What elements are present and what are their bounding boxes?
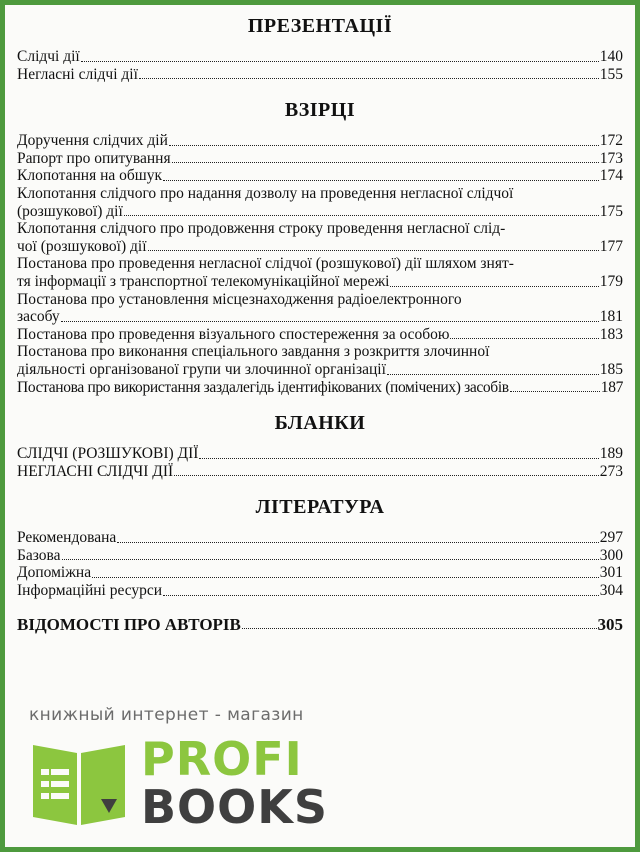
section-samples: [17, 132, 623, 396]
entry-title: Негласні слідчі дії: [17, 65, 138, 83]
entry-title: СЛІДЧІ (РОЗШУКОВІ) ДІЇ: [17, 445, 199, 463]
toc-entry[interactable]: [17, 185, 623, 220]
entry-page: 181: [599, 308, 623, 326]
logo-word-books: BOOKS: [141, 780, 329, 834]
entry-page: 185: [599, 360, 623, 378]
entry-page: 174: [599, 167, 623, 185]
logo-caption: книжный интернет - магазин: [29, 705, 304, 725]
entry-title-line: тя інформації з транспортної телекомунікаційної мережі: [17, 272, 390, 290]
toc-entry[interactable]: [17, 291, 623, 326]
dot-leader: [242, 627, 597, 629]
toc-entry[interactable]: [17, 529, 623, 547]
entry-title: Постанова про використання заздалегідь ідентифікованих (помічених) засобів: [17, 378, 509, 396]
dot-leader: [510, 390, 600, 392]
page: [5, 5, 635, 847]
entry-title-line: засобу: [17, 308, 60, 326]
entry-page: 140: [599, 48, 623, 65]
entry-title: Базова: [17, 546, 61, 564]
entry-page: 155: [599, 65, 623, 83]
section-title-literature: ЛІТЕРАТУРА: [255, 496, 385, 519]
profibooks-logo: [29, 705, 369, 835]
entry-title-line: діяльності організованої групи чи злочинної організації: [17, 360, 386, 378]
dot-leader: [124, 214, 599, 216]
entry-title: НЕГЛАСНІ СЛІДЧІ ДІЇ: [17, 462, 174, 480]
dot-leader: [450, 337, 598, 339]
entry-page: 297: [599, 529, 623, 547]
entry-page: 179: [599, 272, 623, 290]
open-book-icon: [29, 735, 129, 831]
dot-leader: [390, 285, 598, 287]
dot-leader: [62, 558, 599, 560]
entry-page: 304: [599, 582, 623, 600]
entry-title: Інформаційні ресурси: [17, 582, 163, 600]
section-literature: [17, 529, 623, 599]
toc-entry[interactable]: [17, 66, 623, 84]
toc-entry-authors[interactable]: [17, 616, 623, 634]
entry-page: 172: [599, 132, 623, 150]
entry-page: 177: [599, 237, 623, 255]
entry-title: Слідчі дії: [17, 48, 80, 65]
toc-entry[interactable]: [17, 167, 623, 185]
section-presentations: [17, 48, 623, 83]
dot-leader: [199, 457, 598, 459]
entry-title-line: Постанова про виконання спеціального завдання з розкриття злочинної: [17, 343, 490, 361]
toc-entry[interactable]: [17, 150, 623, 168]
entry-page: 273: [599, 462, 623, 480]
entry-page: 175: [599, 202, 623, 220]
entry-title-line: Постанова про проведення негласної слідчої (розшукової) дії шляхом знят-: [17, 255, 514, 273]
entry-title-line: чої (розшукової) дії: [17, 237, 147, 255]
dot-leader: [148, 249, 599, 251]
entry-title-line: (розшукової) дії: [17, 202, 123, 220]
toc-entry[interactable]: [17, 48, 623, 66]
entry-title-line: Клопотання слідчого про продовження строку проведення негласної слід-: [17, 220, 506, 238]
dot-leader: [81, 60, 599, 62]
entry-title: Рекомендована: [17, 529, 117, 547]
toc-entry[interactable]: [17, 132, 623, 150]
toc-entry[interactable]: [17, 547, 623, 565]
toc-entry[interactable]: [17, 379, 623, 397]
entry-title: Допоміжна: [17, 564, 92, 582]
entry-page: 189: [599, 445, 623, 463]
entry-title: Клопотання на обшук: [17, 167, 163, 185]
toc-entry[interactable]: [17, 326, 623, 344]
dot-leader: [174, 474, 599, 476]
logo-word-profi: PROFI: [141, 732, 303, 786]
entry-page: 305: [597, 614, 623, 634]
dot-leader: [163, 594, 599, 596]
entry-page: 183: [599, 325, 623, 343]
entry-title-line: Клопотання слідчого про надання дозволу на проведення негласної слідчої: [17, 184, 514, 202]
dot-leader: [172, 161, 599, 163]
table-of-contents: [17, 13, 623, 633]
dot-leader: [61, 320, 599, 322]
dot-leader: [92, 576, 599, 578]
section-title-forms: БЛАНКИ: [274, 412, 366, 435]
entry-title-line: Постанова про установлення місцезнаходження радіоелектронного: [17, 290, 462, 308]
toc-entry[interactable]: [17, 255, 623, 290]
toc-entry[interactable]: [17, 343, 623, 378]
dot-leader: [169, 144, 599, 146]
toc-entry[interactable]: [17, 564, 623, 582]
dot-leader: [387, 373, 599, 375]
entry-title: Рапорт про опитування: [17, 149, 171, 167]
entry-title: ВІДОМОСТІ ПРО АВТОРІВ: [17, 614, 241, 634]
entry-page: 300: [599, 546, 623, 564]
section-forms: [17, 445, 623, 480]
dot-leader: [139, 77, 599, 79]
entry-page: 301: [599, 564, 623, 582]
entry-page: 187: [600, 378, 623, 396]
toc-entry[interactable]: [17, 445, 623, 463]
toc-entry[interactable]: [17, 463, 623, 481]
section-title-presentations: ПРЕЗЕНТАЦІЇ: [247, 15, 393, 37]
dot-leader: [163, 179, 599, 181]
dot-leader: [117, 541, 598, 543]
entry-title: Доручення слідчих дій: [17, 132, 168, 150]
entry-page: 173: [599, 149, 623, 167]
toc-entry[interactable]: [17, 220, 623, 255]
section-title-samples: ВЗІРЦІ: [284, 99, 356, 122]
toc-entry[interactable]: [17, 582, 623, 600]
entry-title: Постанова про проведення візуального спостереження за особою: [17, 325, 450, 343]
